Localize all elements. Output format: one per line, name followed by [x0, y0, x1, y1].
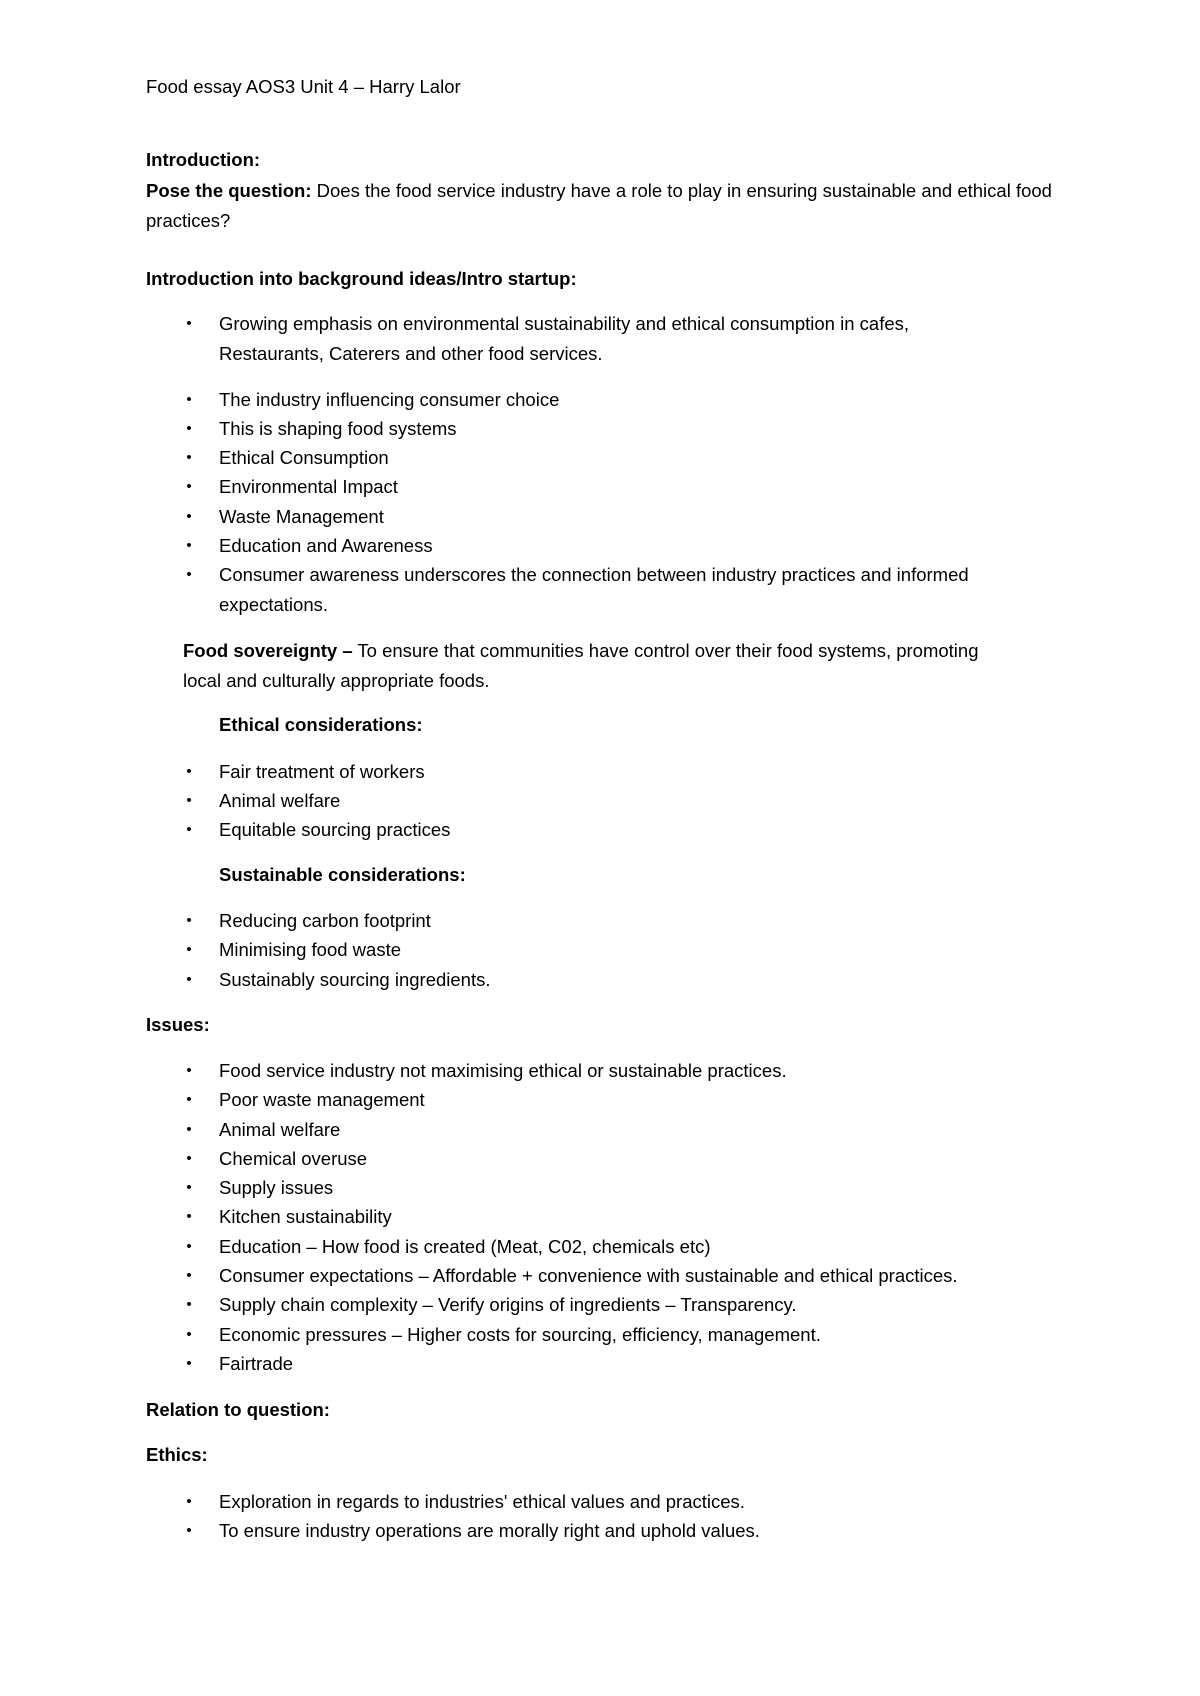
bullet-glyph: • — [186, 449, 192, 466]
list-item: Education – How food is created (Meat, C02, chemicals etc) — [219, 1236, 711, 1257]
list-item: Supply chain complexity – Verify origins of ingredients – Transparency. — [219, 1294, 797, 1315]
list-item: Education and Awareness — [219, 535, 433, 556]
list-item: Poor waste management — [219, 1089, 425, 1110]
bullet-glyph: • — [186, 566, 192, 583]
bullet-glyph: • — [186, 315, 192, 332]
list-item: Sustainably sourcing ingredients. — [219, 969, 491, 990]
bullet-glyph: • — [186, 1179, 192, 1196]
bullet-glyph: • — [186, 941, 192, 958]
list-item: Reducing carbon footprint — [219, 910, 431, 931]
list-item: Food service industry not maximising ethical or sustainable practices. — [219, 1060, 787, 1081]
food-sovereignty-line2: local and culturally appropriate foods. — [183, 670, 490, 691]
list-item: Waste Management — [219, 506, 384, 527]
list-item: Kitchen sustainability — [219, 1206, 392, 1227]
bullet-glyph: • — [186, 391, 192, 408]
list-item: The industry influencing consumer choice — [219, 389, 560, 410]
list-item: Fair treatment of workers — [219, 761, 425, 782]
pose-question-paragraph — [146, 176, 1066, 236]
bullet-glyph: • — [186, 1296, 192, 1313]
ethics-heading: Ethics: — [146, 1444, 208, 1465]
list-item: Animal welfare — [219, 1119, 341, 1140]
list-item: Ethical Consumption — [219, 447, 389, 468]
list-item: Growing emphasis on environmental sustainability and ethical consumption in cafes, — [219, 313, 910, 334]
list-item: Equitable sourcing practices — [219, 819, 451, 840]
intro-heading: Introduction: — [146, 149, 261, 170]
food-sovereignty-label: Food sovereignty – — [183, 640, 353, 661]
bullet-glyph: • — [186, 1522, 192, 1539]
bullet-glyph: • — [186, 1121, 192, 1138]
bullet-glyph: • — [186, 1326, 192, 1343]
sustainable-considerations-heading: Sustainable considerations: — [219, 864, 466, 885]
list-item: Minimising food waste — [219, 939, 401, 960]
relation-heading: Relation to question: — [146, 1399, 330, 1420]
bullet-glyph: • — [186, 478, 192, 495]
pose-question-text: Does the food service industry have a role to play in ensuring sustainable and ethical food practices? — [146, 180, 1052, 231]
list-item: Animal welfare — [219, 790, 341, 811]
list-item: To ensure industry operations are morally right and uphold values. — [219, 1520, 760, 1541]
pose-question-label: Pose the question: — [146, 180, 312, 201]
list-item: This is shaping food systems — [219, 418, 457, 439]
bullet-glyph: • — [186, 1267, 192, 1284]
bullet-glyph: • — [186, 1238, 192, 1255]
bullet-glyph: • — [186, 821, 192, 838]
document-header: Food essay AOS3 Unit 4 – Harry Lalor — [146, 76, 461, 97]
list-item: Fairtrade — [219, 1353, 294, 1374]
bullet-glyph: • — [186, 1355, 192, 1372]
background-heading: Introduction into background ideas/Intro startup: — [146, 268, 577, 289]
list-item: Environmental Impact — [219, 476, 398, 497]
bullet-glyph: • — [186, 420, 192, 437]
list-item: Exploration in regards to industries' ethical values and practices. — [219, 1491, 745, 1512]
list-item: Consumer awareness underscores the connection between industry practices and informed — [219, 564, 969, 585]
list-item-continuation: Restaurants, Caterers and other food services. — [219, 343, 603, 364]
bullet-glyph: • — [186, 1208, 192, 1225]
bullet-glyph: • — [186, 508, 192, 525]
bullet-glyph: • — [186, 912, 192, 929]
bullet-glyph: • — [186, 1091, 192, 1108]
bullet-glyph: • — [186, 792, 192, 809]
bullet-glyph: • — [186, 1062, 192, 1079]
bullet-glyph: • — [186, 1493, 192, 1510]
bullet-glyph: • — [186, 971, 192, 988]
bullet-glyph: • — [186, 537, 192, 554]
ethical-considerations-heading: Ethical considerations: — [219, 714, 423, 735]
bullet-glyph: • — [186, 1150, 192, 1167]
food-sovereignty-text: To ensure that communities have control over their food systems, promoting — [352, 640, 979, 661]
list-item: Chemical overuse — [219, 1148, 368, 1169]
list-item: Supply issues — [219, 1177, 334, 1198]
list-item: Economic pressures – Higher costs for sourcing, efficiency, management. — [219, 1324, 821, 1345]
list-item-continuation: expectations. — [219, 594, 329, 615]
bullet-glyph: • — [186, 763, 192, 780]
issues-heading: Issues: — [146, 1014, 210, 1035]
food-sovereignty-line1 — [183, 639, 979, 663]
list-item: Consumer expectations – Affordable + convenience with sustainable and ethical practices. — [219, 1265, 958, 1286]
